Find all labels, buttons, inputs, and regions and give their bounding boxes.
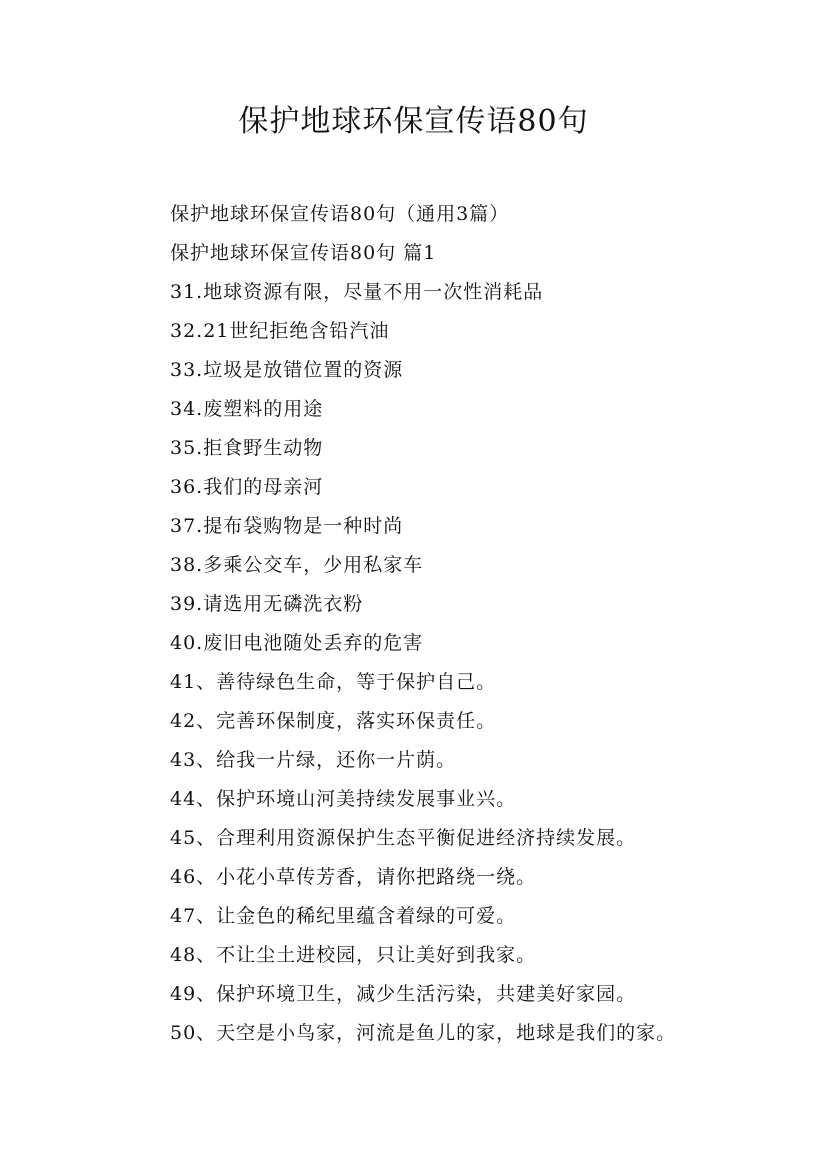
text-line: 50、天空是小鸟家，河流是鱼儿的家，地球是我们的家。 — [170, 1022, 677, 1044]
text-line: 36.我们的母亲河 — [170, 476, 324, 498]
text-line: 39.请选用无磷洗衣粉 — [170, 593, 364, 615]
text-line: 43、给我一片绿，还你一片荫。 — [170, 749, 457, 771]
text-line: 31.地球资源有限，尽量不用一次性消耗品 — [170, 281, 544, 303]
text-line: 38.多乘公交车，少用私家车 — [170, 554, 424, 576]
text-line: 48、不让尘土进校园，只让美好到我家。 — [170, 944, 537, 966]
text-line: 35.拒食野生动物 — [170, 437, 324, 459]
text-line: 32.21世纪拒绝含铅汽油 — [170, 320, 390, 342]
text-line: 42、完善环保制度，落实环保责任。 — [170, 710, 497, 732]
text-line: 47、让金色的稀纪里蕴含着绿的可爱。 — [170, 905, 517, 927]
text-line: 46、小花小草传芳香，请你把路绕一绕。 — [170, 866, 537, 888]
text-line: 保护地球环保宣传语80句 篇1 — [170, 242, 437, 264]
document-body — [170, 195, 790, 1053]
text-line: 保护地球环保宣传语80句（通用3篇） — [170, 203, 510, 225]
text-line: 49、保护环境卫生，减少生活污染，共建美好家园。 — [170, 983, 637, 1005]
text-line: 44、保护环境山河美持续发展事业兴。 — [170, 788, 517, 810]
text-line: 41、善待绿色生命，等于保护自己。 — [170, 671, 497, 693]
text-line: 45、合理利用资源保护生态平衡促进经济持续发展。 — [170, 827, 637, 849]
text-line: 40.废旧电池随处丢弃的危害 — [170, 632, 424, 654]
text-line: 37.提布袋购物是一种时尚 — [170, 515, 404, 537]
document-title: 保护地球环保宣传语80句 — [238, 104, 589, 139]
text-line: 34.废塑料的用途 — [170, 398, 324, 420]
text-line: 33.垃圾是放错位置的资源 — [170, 359, 404, 381]
